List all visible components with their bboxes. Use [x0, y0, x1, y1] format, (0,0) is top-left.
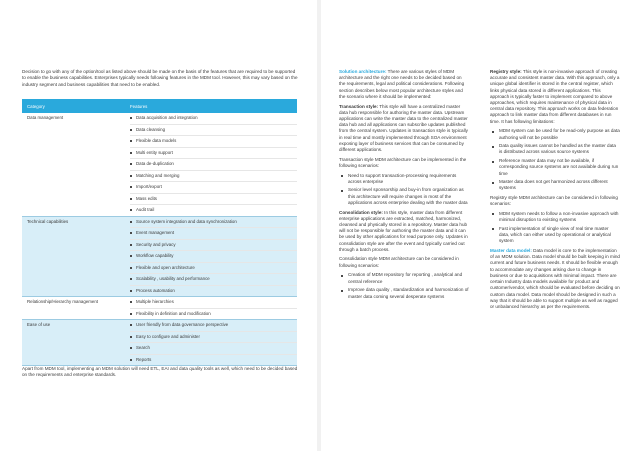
paragraph: [490, 248, 620, 310]
table-header-row: [22, 99, 297, 113]
feature-item: [130, 228, 297, 240]
bullet-icon: [130, 313, 132, 315]
left-page: [0, 0, 317, 451]
category-cell: Relationship/Hierarchy management: [22, 297, 123, 320]
feature-item: [130, 309, 297, 320]
features-table: [22, 99, 297, 366]
feature-label: Multiple hierarchies: [136, 299, 174, 304]
feature-item: [130, 320, 297, 332]
list-item: Improve data quality , standardization and harmonization of master data coming several desperate systems: [339, 287, 469, 299]
header-features: Features: [123, 99, 297, 113]
bullet-icon: [130, 267, 132, 269]
bullet-icon: [130, 290, 132, 292]
bullet-icon: [130, 359, 132, 361]
features-cell: [123, 297, 297, 320]
feature-label: Data acquisition and integration: [136, 115, 198, 120]
paragraph: Consolidation style MDM architecture can be considered in following scenarios:: [339, 256, 459, 268]
feature-item: [130, 136, 297, 148]
bullet-icon: [130, 117, 132, 119]
table-row: [22, 297, 297, 320]
features-cell: [123, 113, 297, 216]
paragraph-text: This style will have a centralized master data hub responsible for authoring the master data. Upstream applications can write the master data to the centralized master data hub and all applications can subscribe updates published from the central system. Updates in transaction style is typically in real time and mostly implemented through SOA environment exposing layer of business services that can be consumed by different applications.: [339, 103, 468, 152]
outro-paragraph: Apart from MDM tool, implementing an MDM solution will need ETL, EAI and data quality tools as well, which need to be decided based on the requirements and enterprise standards.: [22, 366, 298, 378]
bullet-icon: [130, 301, 132, 303]
feature-item: [130, 148, 297, 160]
bullet-icon: [130, 278, 132, 280]
list-item: Senior level sponsorship and buy-in from organization as this architecture will require changes in most of the applications across enterprise dealing with the master data: [339, 187, 469, 206]
bullet-list: [339, 272, 469, 299]
feature-label: Mass edits: [136, 195, 157, 201]
bullet-icon: [130, 152, 132, 154]
category-cell: Technical capabilities: [22, 216, 123, 297]
paragraph-text: In this style, master data from different enterprise applications are extracted, matched, harmonized, cleansed and physically stored in a repository. Master data hub will not be responsible for authoring the master data and it can be used by other applications for read purpose only. Updates in consolidation style are after the event and typically carried out through a batch process.: [339, 209, 468, 252]
paragraph: [339, 104, 469, 154]
feature-label: Matching and merging: [136, 172, 180, 178]
category-cell: Data management: [22, 113, 123, 216]
list-item: MDM system can be used for be read-only purpose as data authoring will not be possible: [490, 128, 620, 140]
table-row: [22, 320, 297, 366]
bullet-icon: [130, 255, 132, 257]
paragraph-text: Data model is core to the implementation of an MDM solution. Data model should be built keeping in mind current and future business needs. It should be flexible enough to accommodate any changes arising due to change in business or due to acquisitions with minimal impact. There are certain Industry data models available for product and customer/vendor, which should be evaluated before deciding on custom data model. Data model should be designed in such a way that it should be able to support multiple as well as ragged or unbalanced hierarchy as per the requirements.: [490, 248, 620, 309]
bullet-icon: [130, 244, 132, 246]
bullet-icon: [130, 129, 132, 131]
bullet-icon: [130, 221, 132, 223]
feature-label: Audit trail: [136, 207, 155, 212]
feature-label: Flexible data models: [136, 138, 177, 143]
feature-item: [130, 297, 297, 309]
feature-item: [130, 274, 297, 286]
right-column-a: [339, 69, 469, 303]
feature-item: [130, 159, 297, 171]
feature-label: Flexibility in definition and modification: [136, 310, 211, 316]
subsection-heading: Transaction style:: [339, 103, 379, 109]
feature-item: [130, 217, 297, 229]
paragraph: [339, 210, 469, 253]
right-column-b: [490, 69, 620, 314]
subsection-heading: Registry style:: [490, 69, 522, 74]
section-heading: Master data model:: [490, 248, 532, 254]
feature-item: [130, 251, 297, 263]
feature-item: [130, 171, 297, 183]
paragraph-text: This style is non-invasive approach of creating accurate and consistent master data. With this approach, only a unique global identifier is stored in the central register, which links physical data stored in different applications. This approach is typically faster to implement compared to above approaches, which requires maintenance of physical data in central data repository. This approach works on data federation approach to link master data from different databases in run time. It has following limitations:: [490, 69, 620, 124]
feature-label: Process automation: [136, 287, 175, 293]
bullet-icon: [130, 163, 132, 165]
feature-item: [130, 194, 297, 206]
bullet-icon: [130, 140, 132, 142]
subsection-heading: Consolidation style:: [339, 209, 383, 215]
bullet-icon: [130, 209, 132, 211]
intro-paragraph: Decision to go with any of the option/tool as listed above should be made on the basis of the features that are required to be supported to enable the business capabilities. Enterprises typically needs following features in the MDM tool. However, this may vary based on the industry segment and business capabilities that need to be enabled.: [22, 69, 298, 87]
paragraph: Transaction style MDM architecture can be implemented in the following scenarios:: [339, 156, 467, 168]
feature-item: [130, 182, 297, 194]
feature-item: [130, 205, 297, 216]
feature-item: [130, 240, 297, 252]
feature-item: [130, 125, 297, 137]
feature-label: User friendly from data governance perspective: [136, 322, 229, 327]
bullet-icon: [130, 232, 132, 234]
bullet-list: [490, 211, 620, 245]
list-item: Data quality issues cannot be handled as the master data is distributed across various source systems: [490, 143, 620, 155]
list-item: Need to support transaction-processing requirements across enterprise: [339, 173, 469, 185]
paragraph: Registry style MDM architecture can be considered in following scenarios:: [490, 195, 618, 207]
feature-item: [130, 263, 297, 275]
category-cell: Ease of use: [22, 320, 123, 366]
paragraph: [339, 69, 469, 100]
section-heading: Solution architecture:: [339, 69, 387, 74]
feature-label: Event management: [136, 230, 175, 235]
feature-label: Workflow capability: [136, 253, 174, 258]
list-item: Reference master data may not be available, if corresponding source systems are not available during run time: [490, 158, 620, 177]
feature-label: Security and privacy: [136, 241, 176, 247]
bullet-icon: [130, 324, 132, 326]
feature-label: Data de-duplication: [136, 161, 174, 166]
table-body: [22, 113, 297, 366]
features-cell: [123, 216, 297, 297]
bullet-list: [339, 173, 469, 207]
feature-item: [130, 355, 297, 366]
bullet-list: [490, 128, 620, 191]
feature-label: Reports: [136, 356, 152, 362]
feature-item: [130, 343, 297, 355]
feature-label: Search: [136, 345, 150, 350]
header-category: Category: [22, 99, 123, 113]
feature-label: Scalability , usability and performance: [136, 276, 210, 281]
list-item: Fast implementation of single view of real time master data, which can either used by operational or analytical system: [490, 226, 620, 245]
table-row: [22, 113, 297, 216]
feature-label: Source system integration and data synchronization: [136, 218, 237, 224]
bullet-icon: [130, 175, 132, 177]
list-item: Master data does not get harmonized across different systems: [490, 179, 620, 191]
feature-item: [130, 286, 297, 297]
list-item: Creation of MDM repository for reporting , analytical and central reference: [339, 272, 469, 284]
feature-label: Multi entity support: [136, 149, 173, 155]
list-item: MDM system needs to follow a non-invasive approach with minimal disruption to existing systems: [490, 211, 620, 223]
feature-label: Easy to configure and administer: [136, 333, 200, 339]
table-row: [22, 216, 297, 297]
bullet-icon: [130, 186, 132, 188]
bullet-icon: [130, 347, 132, 349]
bullet-icon: [130, 198, 132, 200]
features-cell: [123, 320, 297, 366]
paragraph: [490, 69, 620, 125]
feature-label: Flexible and open architecture: [136, 264, 195, 270]
feature-item: [130, 113, 297, 125]
paragraph-text: There are various styles of MDM architecture and the right one needs to be decided based on the requirements, legal and political considerations. Following section describes below most popular architecture styles and the scenario where it should be implemented:: [339, 69, 465, 99]
bullet-icon: [130, 336, 132, 338]
feature-item: [130, 332, 297, 344]
feature-label: Data cleansing: [136, 126, 166, 132]
feature-label: Import/export: [136, 184, 162, 189]
